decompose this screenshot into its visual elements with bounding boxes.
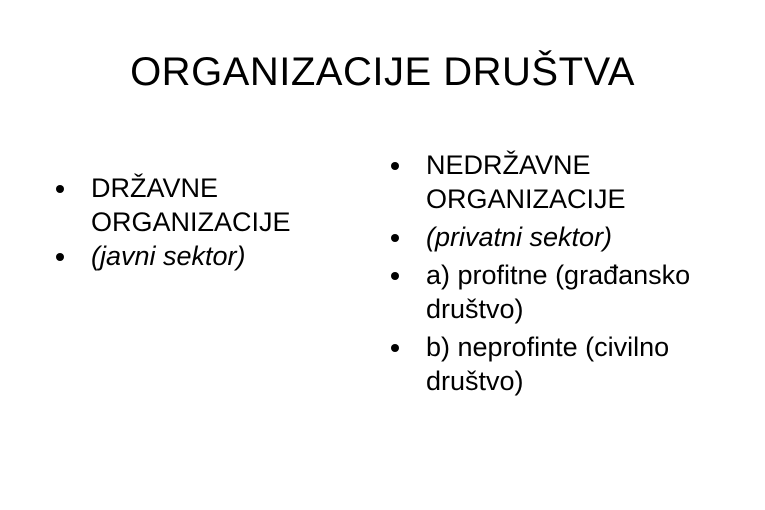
list-item bbox=[391, 258, 731, 326]
list-item-text: DRŽAVNE ORGANIZACIJE bbox=[91, 173, 291, 237]
list-item bbox=[391, 148, 731, 216]
list-item bbox=[56, 171, 356, 239]
list-item bbox=[391, 220, 731, 254]
bullet-dot-icon bbox=[391, 234, 399, 242]
list-item-text: (javni sektor) bbox=[91, 241, 246, 271]
list-item bbox=[56, 239, 356, 273]
list-item bbox=[391, 330, 731, 398]
slide-title: ORGANIZACIJE DRUŠTVA bbox=[130, 50, 635, 94]
list-item-text: a) profitne (građansko društvo) bbox=[426, 260, 691, 324]
bullet-dot-icon bbox=[56, 253, 64, 261]
list-item-text: b) neprofinte (civilno društvo) bbox=[426, 332, 670, 396]
left-bullet-list bbox=[56, 171, 356, 273]
bullet-dot-icon bbox=[391, 272, 399, 280]
list-item-text: NEDRŽAVNE ORGANIZACIJE bbox=[426, 150, 626, 214]
bullet-dot-icon bbox=[56, 185, 64, 193]
bullet-dot-icon bbox=[391, 162, 399, 170]
list-item-text: (privatni sektor) bbox=[426, 222, 613, 252]
right-bullet-list bbox=[391, 148, 731, 402]
bullet-dot-icon bbox=[391, 344, 399, 352]
